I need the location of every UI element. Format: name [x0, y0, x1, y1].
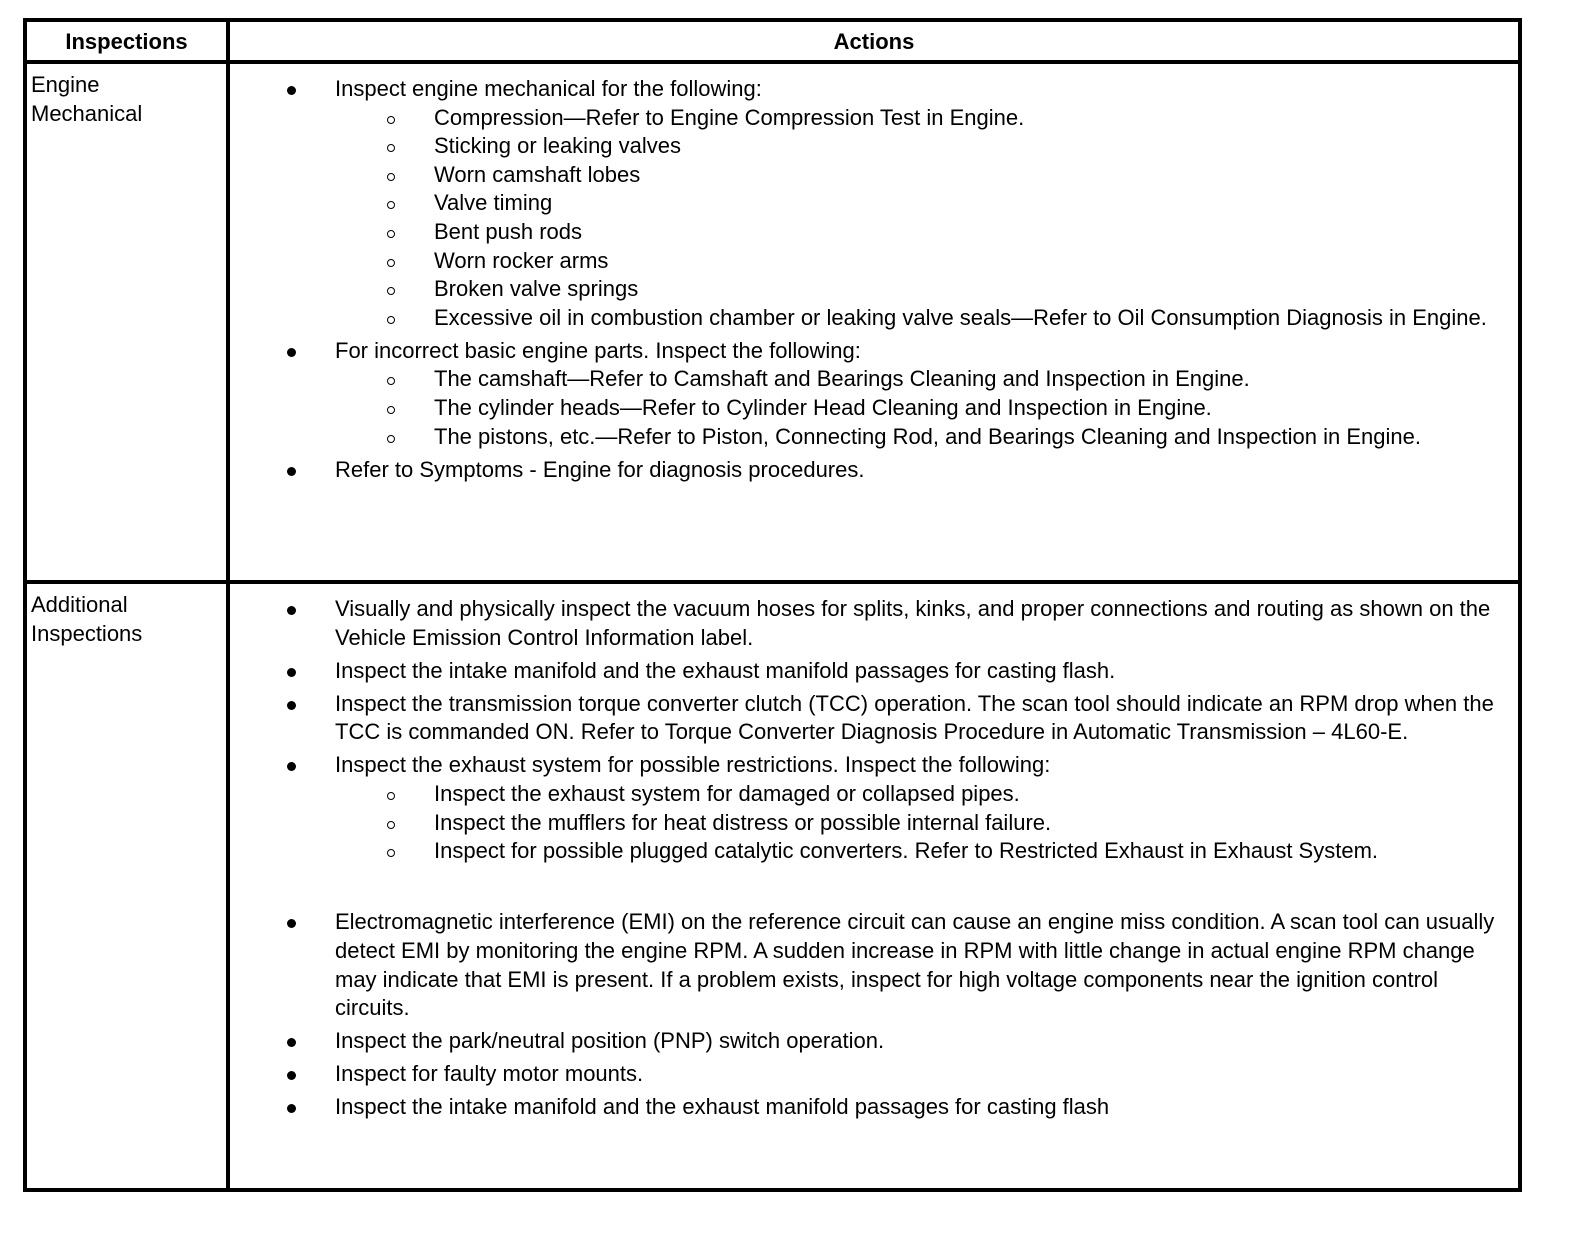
- circle-bullet-icon: [387, 201, 395, 209]
- sub-item: [434, 218, 1508, 247]
- actions-cell: [230, 75, 1518, 489]
- bullet-icon: [287, 467, 296, 476]
- inspection-cell: Engine Mechanical: [31, 72, 143, 126]
- action-item: [335, 595, 1508, 652]
- action-item: [335, 1093, 1508, 1122]
- circle-bullet-icon: [387, 377, 395, 385]
- action-text: Electromagnetic interference (EMI) on the reference circuit can cause an engine miss condition. A scan tool can usually detect EMI by monitoring the engine RPM. A sudden increase in RPM with little change in actual engine RPM change may indicate that EMI is present. If a problem exists, inspect for high voltage components near the ignition control circuits.: [335, 909, 1495, 1021]
- sub-item-text: Worn rocker arms: [434, 247, 609, 273]
- bullet-icon: [287, 1071, 296, 1080]
- circle-bullet-icon: [387, 173, 395, 181]
- action-item: [335, 75, 1508, 332]
- action-item: [335, 1027, 1508, 1056]
- bullet-icon: [287, 1104, 296, 1113]
- sub-item-text: The pistons, etc.—Refer to Piston, Connecting Rod, and Bearings Cleaning and Inspection in Engine.: [434, 423, 1421, 449]
- sub-item-text: Valve timing: [434, 190, 553, 216]
- circle-bullet-icon: [387, 230, 395, 238]
- action-text: Inspect the exhaust system for possible restrictions. Inspect the following:: [335, 752, 1051, 778]
- bullet-icon: [287, 348, 296, 357]
- sub-item: [434, 809, 1508, 838]
- sub-list: [335, 104, 1508, 333]
- action-item: [335, 456, 1508, 485]
- sub-item-text: The cylinder heads—Refer to Cylinder Head Cleaning and Inspection in Engine.: [434, 395, 1212, 421]
- sub-item-text: Inspect the exhaust system for damaged or collapsed pipes.: [434, 781, 1020, 807]
- sub-item-text: Inspect the mufflers for heat distress or possible internal failure.: [434, 809, 1052, 835]
- bullet-icon: [287, 1038, 296, 1047]
- sub-item: [434, 189, 1508, 218]
- sub-item: [434, 780, 1508, 809]
- sub-item: [434, 132, 1508, 161]
- action-list: [230, 75, 1518, 484]
- circle-bullet-icon: [387, 792, 395, 800]
- circle-bullet-icon: [387, 259, 395, 267]
- action-item: [335, 690, 1508, 747]
- bullet-icon: [287, 701, 296, 710]
- sub-item-text: The camshaft—Refer to Camshaft and Bearings Cleaning and Inspection in Engine.: [434, 366, 1250, 392]
- sub-item-text: Bent push rods: [434, 218, 582, 244]
- header-actions: Actions: [833, 29, 915, 54]
- spacer: [335, 866, 1508, 904]
- inspections-table: [23, 18, 1522, 1192]
- action-text: For incorrect basic engine parts. Inspect the following:: [335, 337, 861, 363]
- action-list: [230, 595, 1518, 1122]
- sub-item-text: Compression—Refer to Engine Compression Test in Engine.: [434, 104, 1025, 130]
- sub-item-text: Worn camshaft lobes: [434, 161, 641, 187]
- bullet-icon: [287, 86, 296, 95]
- sub-item: [434, 161, 1508, 190]
- sub-item: [434, 837, 1508, 866]
- sub-item: [434, 104, 1508, 133]
- action-text: Inspect engine mechanical for the following:: [335, 76, 762, 101]
- bullet-icon: [287, 919, 296, 928]
- sub-item-text: Sticking or leaking valves: [434, 133, 682, 159]
- action-text: Visually and physically inspect the vacuum hoses for splits, kinks, and proper connections and routing as shown on the Vehicle Emission Control Information label.: [335, 596, 1491, 650]
- sub-list: [335, 365, 1508, 451]
- circle-bullet-icon: [387, 316, 395, 324]
- action-item: [335, 908, 1508, 1022]
- circle-bullet-icon: [387, 849, 395, 857]
- bullet-icon: [287, 668, 296, 677]
- action-item: [335, 337, 1508, 451]
- actions-cell: [230, 595, 1518, 1127]
- action-text: Refer to Symptoms - Engine for diagnosis procedures.: [335, 456, 865, 482]
- sub-item: [434, 247, 1508, 276]
- circle-bullet-icon: [387, 116, 395, 124]
- sub-item-text: Excessive oil in combustion chamber or leaking valve seals—Refer to Oil Consumption Diagnosis in Engine.: [434, 304, 1487, 330]
- sub-item: [434, 275, 1508, 304]
- action-text: Inspect the park/neutral position (PNP) switch operation.: [335, 1028, 885, 1054]
- circle-bullet-icon: [387, 435, 395, 443]
- action-text: Inspect the intake manifold and the exhaust manifold passages for casting flash: [335, 1094, 1110, 1120]
- sub-item: [434, 423, 1508, 452]
- action-item: [335, 751, 1508, 903]
- action-item: [335, 1060, 1508, 1089]
- action-text: Inspect the intake manifold and the exhaust manifold passages for casting flash.: [335, 657, 1116, 683]
- bullet-icon: [287, 762, 296, 771]
- action-item: [335, 657, 1508, 686]
- inspection-cell: Additional Inspections: [31, 592, 143, 646]
- action-text: Inspect for faulty motor mounts.: [335, 1061, 644, 1087]
- sub-item-text: Broken valve springs: [434, 276, 639, 302]
- row-divider: [27, 580, 1518, 584]
- circle-bullet-icon: [387, 406, 395, 414]
- circle-bullet-icon: [387, 821, 395, 829]
- action-text: Inspect the transmission torque converter clutch (TCC) operation. The scan tool should indicate an RPM drop when the TCC is commanded ON. Refer to Torque Converter Diagnosis Procedure in Automatic Transmission – 4L60-E.: [335, 690, 1494, 745]
- sub-item-text: Inspect for possible plugged catalytic converters. Refer to Restricted Exhaust in Exhaust System.: [434, 838, 1379, 864]
- circle-bullet-icon: [387, 287, 395, 295]
- header-inspections: Inspections: [65, 29, 188, 54]
- sub-item: [434, 365, 1508, 394]
- circle-bullet-icon: [387, 144, 395, 152]
- sub-item: [434, 394, 1508, 423]
- bullet-icon: [287, 606, 296, 615]
- sub-item: [434, 304, 1508, 333]
- sub-list: [335, 780, 1508, 866]
